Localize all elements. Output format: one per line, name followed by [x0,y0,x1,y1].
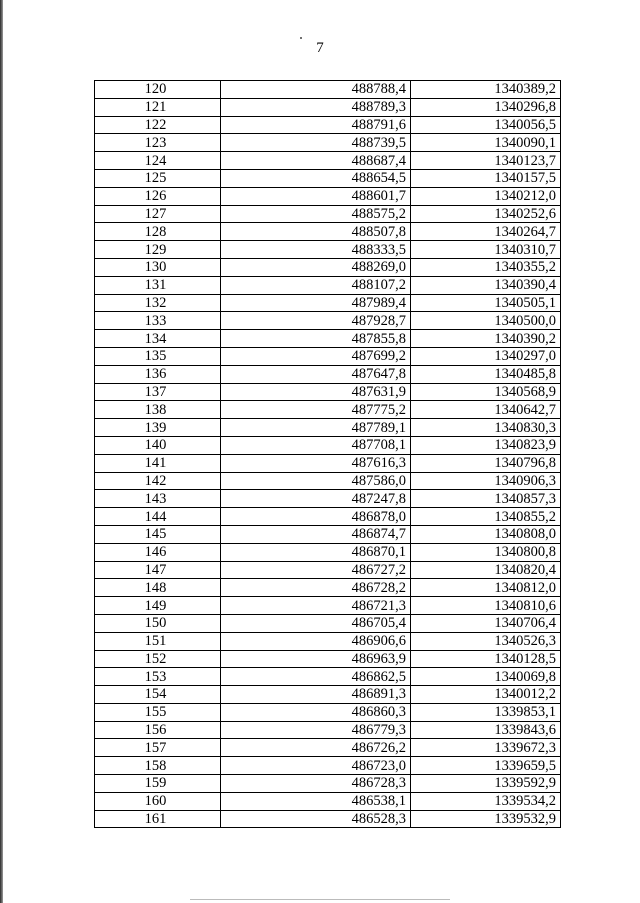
y-coordinate-cell: 1340128,5 [411,650,561,668]
x-coordinate-cell: 487247,8 [221,490,411,508]
y-coordinate-cell: 1340264,7 [411,223,561,241]
point-number-cell: 152 [95,650,221,668]
y-coordinate-cell: 1340485,8 [411,365,561,383]
point-number-cell: 129 [95,241,221,259]
table-row [95,312,561,330]
y-coordinate-cell: 1340906,3 [411,472,561,490]
x-coordinate-cell: 488107,2 [221,276,411,294]
y-coordinate-cell: 1340823,9 [411,436,561,454]
point-number-cell: 147 [95,561,221,579]
table-row [95,294,561,312]
x-coordinate-cell: 488739,5 [221,134,411,152]
point-number-cell: 154 [95,686,221,704]
x-coordinate-cell: 487647,8 [221,365,411,383]
y-coordinate-cell: 1339659,5 [411,757,561,775]
point-number-cell: 150 [95,614,221,632]
table-row [95,686,561,704]
x-coordinate-cell: 486891,3 [221,686,411,704]
x-coordinate-cell: 488575,2 [221,205,411,223]
point-number-cell: 142 [95,472,221,490]
table-row [95,561,561,579]
x-coordinate-cell: 487928,7 [221,312,411,330]
y-coordinate-cell: 1340808,0 [411,525,561,543]
table-row [95,436,561,454]
x-coordinate-cell: 488269,0 [221,258,411,276]
x-coordinate-cell: 486874,7 [221,525,411,543]
x-coordinate-cell: 488791,6 [221,116,411,134]
table-row [95,490,561,508]
x-coordinate-cell: 487708,1 [221,436,411,454]
y-coordinate-cell: 1340830,3 [411,419,561,437]
x-coordinate-cell: 486862,5 [221,668,411,686]
x-coordinate-cell: 486528,3 [221,810,411,828]
table-row [95,703,561,721]
table-row [95,597,561,615]
table-row [95,579,561,597]
point-number-cell: 127 [95,205,221,223]
point-number-cell: 156 [95,721,221,739]
table-row [95,757,561,775]
point-number-cell: 133 [95,312,221,330]
x-coordinate-cell: 486963,9 [221,650,411,668]
y-coordinate-cell: 1340857,3 [411,490,561,508]
point-number-cell: 160 [95,792,221,810]
x-coordinate-cell: 486705,4 [221,614,411,632]
y-coordinate-cell: 1340642,7 [411,401,561,419]
point-number-cell: 138 [95,401,221,419]
point-number-cell: 159 [95,775,221,793]
table-row [95,81,561,99]
x-coordinate-cell: 487631,9 [221,383,411,401]
table-row [95,668,561,686]
table-row [95,383,561,401]
point-number-cell: 132 [95,294,221,312]
y-coordinate-cell: 1340252,6 [411,205,561,223]
y-coordinate-cell: 1340310,7 [411,241,561,259]
table-row [95,98,561,116]
page-number: 7 [316,40,324,56]
point-number-cell: 155 [95,703,221,721]
y-coordinate-cell: 1340500,0 [411,312,561,330]
x-coordinate-cell: 486906,6 [221,632,411,650]
y-coordinate-cell: 1340212,0 [411,187,561,205]
table-row [95,632,561,650]
x-coordinate-cell: 487699,2 [221,347,411,365]
table-row [95,614,561,632]
x-coordinate-cell: 486721,3 [221,597,411,615]
table-row [95,276,561,294]
x-coordinate-cell: 487855,8 [221,330,411,348]
table-row [95,792,561,810]
y-coordinate-cell: 1340069,8 [411,668,561,686]
x-coordinate-cell: 488333,5 [221,241,411,259]
x-coordinate-cell: 488601,7 [221,187,411,205]
point-number-cell: 120 [95,81,221,99]
y-coordinate-cell: 1340389,2 [411,81,561,99]
coordinates-table-body [95,81,561,828]
point-number-cell: 121 [95,98,221,116]
point-number-cell: 139 [95,419,221,437]
point-number-cell: 126 [95,187,221,205]
point-number-cell: 123 [95,134,221,152]
scan-speck [300,37,302,39]
y-coordinate-cell: 1340056,5 [411,116,561,134]
y-coordinate-cell: 1340355,2 [411,258,561,276]
y-coordinate-cell: 1339592,9 [411,775,561,793]
table-row [95,543,561,561]
point-number-cell: 158 [95,757,221,775]
y-coordinate-cell: 1340505,1 [411,294,561,312]
y-coordinate-cell: 1340390,2 [411,330,561,348]
point-number-cell: 151 [95,632,221,650]
y-coordinate-cell: 1340157,5 [411,169,561,187]
table-row [95,472,561,490]
point-number-cell: 134 [95,330,221,348]
x-coordinate-cell: 488687,4 [221,152,411,170]
table-row [95,134,561,152]
y-coordinate-cell: 1339843,6 [411,721,561,739]
table-row [95,775,561,793]
x-coordinate-cell: 488507,8 [221,223,411,241]
table-row [95,810,561,828]
point-number-cell: 146 [95,543,221,561]
point-number-cell: 137 [95,383,221,401]
y-coordinate-cell: 1340855,2 [411,508,561,526]
point-number-cell: 140 [95,436,221,454]
point-number-cell: 125 [95,169,221,187]
y-coordinate-cell: 1340296,8 [411,98,561,116]
point-number-cell: 145 [95,525,221,543]
x-coordinate-cell: 486726,2 [221,739,411,757]
y-coordinate-cell: 1340800,8 [411,543,561,561]
table-row [95,508,561,526]
y-coordinate-cell: 1340090,1 [411,134,561,152]
y-coordinate-cell: 1339534,2 [411,792,561,810]
x-coordinate-cell: 486728,2 [221,579,411,597]
table-row [95,152,561,170]
scan-bottom-line [190,899,450,900]
y-coordinate-cell: 1339672,3 [411,739,561,757]
point-number-cell: 128 [95,223,221,241]
point-number-cell: 148 [95,579,221,597]
y-coordinate-cell: 1340297,0 [411,347,561,365]
table-row [95,187,561,205]
x-coordinate-cell: 486870,1 [221,543,411,561]
x-coordinate-cell: 486779,3 [221,721,411,739]
y-coordinate-cell: 1340706,4 [411,614,561,632]
x-coordinate-cell: 486727,2 [221,561,411,579]
table-row [95,241,561,259]
x-coordinate-cell: 488654,5 [221,169,411,187]
y-coordinate-cell: 1340810,6 [411,597,561,615]
point-number-cell: 157 [95,739,221,757]
point-number-cell: 143 [95,490,221,508]
point-number-cell: 153 [95,668,221,686]
scan-edge-shadow [0,0,3,903]
point-number-cell: 131 [95,276,221,294]
table-row [95,525,561,543]
table-row [95,258,561,276]
table-row [95,739,561,757]
table-row [95,347,561,365]
table-row [95,721,561,739]
x-coordinate-cell: 486538,1 [221,792,411,810]
point-number-cell: 130 [95,258,221,276]
point-number-cell: 149 [95,597,221,615]
y-coordinate-cell: 1340796,8 [411,454,561,472]
y-coordinate-cell: 1339853,1 [411,703,561,721]
y-coordinate-cell: 1340123,7 [411,152,561,170]
table-row [95,223,561,241]
y-coordinate-cell: 1340568,9 [411,383,561,401]
y-coordinate-cell: 1339532,9 [411,810,561,828]
x-coordinate-cell: 487616,3 [221,454,411,472]
x-coordinate-cell: 486860,3 [221,703,411,721]
y-coordinate-cell: 1340526,3 [411,632,561,650]
x-coordinate-cell: 486723,0 [221,757,411,775]
y-coordinate-cell: 1340390,4 [411,276,561,294]
table-row [95,205,561,223]
table-row [95,401,561,419]
y-coordinate-cell: 1340012,2 [411,686,561,704]
table-row [95,330,561,348]
x-coordinate-cell: 487586,0 [221,472,411,490]
x-coordinate-cell: 488789,3 [221,98,411,116]
y-coordinate-cell: 1340820,4 [411,561,561,579]
table-row [95,116,561,134]
x-coordinate-cell: 488788,4 [221,81,411,99]
point-number-cell: 124 [95,152,221,170]
point-number-cell: 161 [95,810,221,828]
point-number-cell: 122 [95,116,221,134]
x-coordinate-cell: 487775,2 [221,401,411,419]
point-number-cell: 144 [95,508,221,526]
y-coordinate-cell: 1340812,0 [411,579,561,597]
table-row [95,454,561,472]
x-coordinate-cell: 487989,4 [221,294,411,312]
x-coordinate-cell: 486878,0 [221,508,411,526]
x-coordinate-cell: 486728,3 [221,775,411,793]
table-row [95,169,561,187]
point-number-cell: 141 [95,454,221,472]
point-number-cell: 136 [95,365,221,383]
table-row [95,365,561,383]
table-row [95,419,561,437]
x-coordinate-cell: 487789,1 [221,419,411,437]
table-row [95,650,561,668]
point-number-cell: 135 [95,347,221,365]
coordinates-table [94,80,561,828]
